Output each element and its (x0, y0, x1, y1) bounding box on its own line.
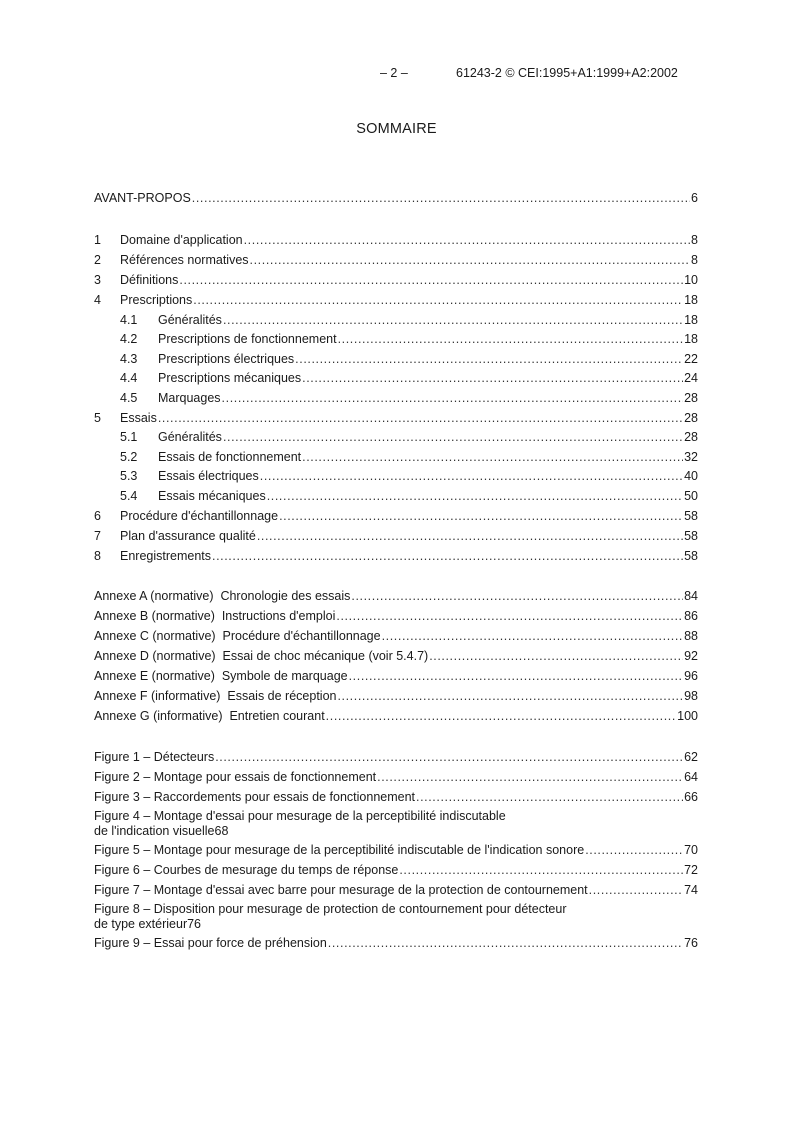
subsection-number: 4.2 (120, 332, 138, 346)
dot-leader (212, 549, 683, 564)
subsection-page: 50 (684, 488, 698, 503)
section-label: Procédure d'échantillonnage (120, 508, 279, 523)
toc-entry-page: 6 (691, 191, 698, 205)
subsection-number: 4.1 (120, 312, 138, 327)
section-number: 1 (94, 233, 101, 247)
dot-leader (336, 609, 683, 624)
dot-leader (215, 750, 683, 765)
figure-page: 76 (187, 916, 202, 931)
toc-annex-entry[interactable] (94, 604, 698, 624)
section-page: 8 (691, 233, 698, 247)
toc-subsection-entry[interactable] (94, 426, 698, 446)
toc-figure-entry[interactable] (94, 805, 698, 838)
figure-label: Figure 9 – Essai pour force de préhension (94, 935, 327, 950)
section-page: 18 (684, 293, 698, 307)
toc-section-entry[interactable] (94, 268, 698, 288)
figure-label: Figure 5 – Montage pour mesurage de la perceptibilité indiscutable de l'indication sonore (94, 842, 585, 857)
figure-label-line1: Figure 8 – Disposition pour mesurage de protection de contournement pour détecteur (94, 901, 567, 916)
dot-leader (192, 191, 690, 206)
subsection-page: 22 (684, 351, 698, 366)
figure-label: Figure 3 – Raccordements pour essais de fonctionnement (94, 789, 416, 804)
section-page: 58 (684, 508, 698, 523)
dot-leader (267, 489, 683, 504)
toc-annex-entry[interactable] (94, 704, 698, 724)
section-number: 2 (94, 253, 101, 267)
section-label: Domaine d'application (120, 233, 243, 247)
section-label: Enregistrements (120, 548, 212, 563)
toc-entry-label: AVANT-PROPOS (94, 191, 191, 205)
subsection-page: 40 (684, 469, 698, 483)
dot-leader (250, 253, 691, 268)
figure-label: Figure 6 – Courbes de mesurage du temps de réponse (94, 862, 399, 877)
subsection-number: 5.4 (120, 488, 138, 503)
annex-page: 100 (677, 708, 698, 723)
toc-subsection-entry[interactable] (94, 386, 698, 406)
annex-page: 84 (684, 588, 698, 603)
toc-figure-entry[interactable] (94, 931, 698, 951)
page-marker: – 2 – (380, 66, 408, 80)
toc-section-entry[interactable] (94, 406, 698, 426)
section-label: Essais (120, 410, 157, 425)
toc-entry-foreword[interactable] (94, 186, 698, 206)
toc-section-entry[interactable] (94, 248, 698, 268)
toc-figure-entry[interactable] (94, 898, 698, 931)
subsection-label: Essais mécaniques (158, 488, 266, 503)
section-label: Prescriptions (120, 293, 193, 307)
section-label: Définitions (120, 273, 179, 287)
section-page: 58 (684, 528, 698, 543)
annex-label: Annexe G (informative) Entretien courant (94, 708, 325, 723)
dot-leader (377, 770, 683, 785)
subsection-label: Essais de fonctionnement (158, 449, 302, 464)
toc-subsection-entry[interactable] (94, 367, 698, 387)
toc-sections (94, 228, 698, 564)
toc-subsection-entry[interactable] (94, 484, 698, 504)
page-title: SOMMAIRE (356, 121, 437, 137)
section-page: 8 (691, 253, 698, 267)
dot-leader (337, 689, 683, 704)
figure-page: 70 (684, 842, 698, 857)
figure-page: 74 (684, 882, 698, 897)
dot-leader (279, 509, 683, 524)
subsection-label: Prescriptions mécaniques (158, 371, 302, 385)
annex-page: 96 (684, 668, 698, 683)
dot-leader (349, 669, 683, 684)
annex-label: Annexe F (informative) Essais de réception (94, 688, 337, 703)
figure-label: de type extérieur (94, 916, 188, 931)
figure-label: Figure 7 – Montage d'essai avec barre pour mesurage de la protection de contournement (94, 882, 588, 897)
subsection-page: 18 (684, 332, 698, 346)
dot-leader (222, 391, 684, 406)
section-page: 58 (684, 548, 698, 563)
dot-leader (351, 589, 683, 604)
toc-subsection-entry[interactable] (94, 347, 698, 367)
toc-section-entry[interactable] (94, 544, 698, 564)
annex-page: 86 (684, 608, 698, 623)
subsection-label: Prescriptions de fonctionnement (158, 332, 337, 346)
dot-leader (179, 273, 683, 288)
dot-leader (382, 629, 684, 644)
dot-leader (158, 411, 683, 426)
toc-figure-entry[interactable] (94, 838, 698, 858)
figure-label-line1: Figure 4 – Montage d'essai pour mesurage de la perceptibilité indiscutable (94, 808, 506, 823)
dot-leader (244, 233, 690, 248)
section-number: 8 (94, 548, 101, 563)
section-number: 6 (94, 508, 101, 523)
dot-leader (338, 332, 684, 347)
section-number: 3 (94, 273, 101, 287)
dot-leader (223, 430, 683, 445)
subsection-number: 4.4 (120, 371, 138, 385)
subsection-page: 28 (684, 430, 698, 444)
dot-leader (260, 469, 683, 484)
dot-leader (223, 313, 683, 328)
figure-label: Figure 2 – Montage pour essais de fonctionnement (94, 769, 377, 784)
section-label: Plan d'assurance qualité (120, 528, 256, 543)
annex-page: 98 (684, 688, 698, 703)
annex-label: Annexe A (normative) Chronologie des essais (94, 588, 351, 603)
figure-page: 64 (684, 769, 698, 784)
figure-page: 66 (684, 789, 698, 804)
dot-leader (302, 450, 683, 465)
subsection-label: Généralités (158, 430, 222, 444)
figure-label: de l'indication visuelle (94, 823, 215, 838)
subsection-number: 4.3 (120, 351, 138, 366)
toc-subsection-entry[interactable] (94, 445, 698, 465)
figure-page: 72 (684, 862, 698, 877)
toc-annex-entry[interactable] (94, 664, 698, 684)
annex-label: Annexe B (normative) Instructions d'emploi (94, 608, 336, 623)
section-page: 10 (684, 273, 698, 287)
toc-subsection-entry[interactable] (94, 465, 698, 485)
annex-label: Annexe C (normative) Procédure d'échantillonnage (94, 628, 381, 643)
section-number: 7 (94, 528, 101, 543)
dot-leader (295, 352, 683, 367)
subsection-label: Généralités (158, 312, 222, 327)
toc-figure-entry[interactable] (94, 878, 698, 898)
figure-label: Figure 1 – Détecteurs (94, 749, 215, 764)
toc-section-entry[interactable] (94, 504, 698, 524)
standard-reference: 61243-2 © CEI:1995+A1:1999+A2:2002 (456, 66, 678, 80)
toc-figure-entry[interactable] (94, 745, 698, 765)
toc-figure-entry[interactable] (94, 858, 698, 878)
page-header (380, 66, 700, 80)
dot-leader (585, 843, 683, 858)
subsection-number: 5.1 (120, 430, 138, 444)
annex-page: 92 (684, 648, 698, 663)
table-of-contents (94, 186, 698, 951)
toc-annex-entry[interactable] (94, 624, 698, 644)
section-label: Références normatives (120, 253, 249, 267)
toc-annexes (94, 584, 698, 724)
annex-label: Annexe E (normative) Symbole de marquage (94, 668, 348, 683)
subsection-number: 5.2 (120, 449, 138, 464)
section-number: 4 (94, 293, 101, 307)
toc-annex-entry[interactable] (94, 584, 698, 604)
section-number: 5 (94, 410, 101, 425)
subsection-page: 18 (684, 312, 698, 327)
dot-leader (328, 936, 683, 951)
section-page: 28 (684, 410, 698, 425)
annex-page: 88 (684, 628, 698, 643)
toc-annex-entry[interactable] (94, 684, 698, 704)
toc-subsection-entry[interactable] (94, 308, 698, 328)
dot-leader (589, 883, 683, 898)
subsection-label: Essais électriques (158, 469, 259, 483)
toc-figure-entry[interactable] (94, 785, 698, 805)
subsection-page: 24 (684, 371, 698, 385)
subsection-page: 32 (684, 449, 698, 464)
subsection-number: 4.5 (120, 390, 138, 405)
toc-section-entry[interactable] (94, 524, 698, 544)
subsection-label: Marquages (158, 390, 221, 405)
subsection-number: 5.3 (120, 469, 138, 483)
subsection-label: Prescriptions électriques (158, 351, 295, 366)
dot-leader (399, 863, 683, 878)
toc-figure-entry[interactable] (94, 765, 698, 785)
dot-leader (257, 529, 683, 544)
figure-page: 68 (214, 823, 229, 838)
toc-section-entry[interactable] (94, 288, 698, 308)
dot-leader (416, 790, 683, 805)
figure-page: 62 (684, 749, 698, 764)
figure-page: 76 (684, 935, 698, 950)
toc-subsection-entry[interactable] (94, 328, 698, 348)
subsection-page: 28 (684, 390, 698, 405)
toc-figures (94, 745, 698, 951)
dot-leader (429, 649, 683, 664)
toc-section-entry[interactable] (94, 228, 698, 248)
annex-label: Annexe D (normative) Essai de choc mécanique (voir 5.4.7) (94, 648, 429, 663)
dot-leader (326, 709, 676, 724)
toc-annex-entry[interactable] (94, 644, 698, 664)
dot-leader (193, 293, 683, 308)
dot-leader (302, 371, 683, 386)
